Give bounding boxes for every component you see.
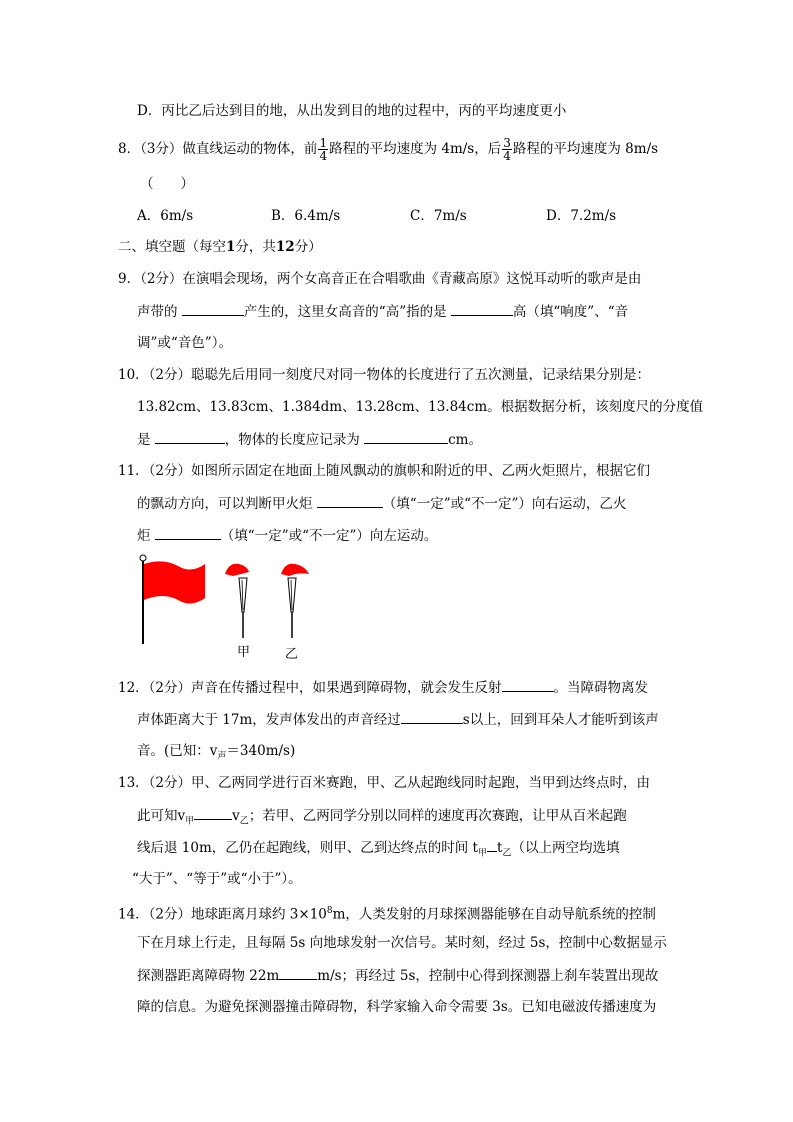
- q8-suffix: 路程的平均速度为 8m/s: [512, 141, 659, 157]
- q10-line-1: 10．（2分）聪聪先后用同一刻度尺对同一物体的长度进行了五次测量，记录结果分别是：: [118, 367, 651, 383]
- q8-option-a: A．6m/s: [137, 208, 194, 224]
- q13-line-3: 线后退 10m，乙仍在起跑线，则甲、乙到达终点的时间 $t_甲$ $t_乙$（以上两空均选填: [137, 837, 619, 857]
- q9-blank-1[interactable]: [182, 301, 244, 316]
- q13-blank-2[interactable]: [487, 837, 497, 852]
- q8-option-b: B．6.4m/s: [271, 208, 341, 224]
- q8-option-d: D．7.2m/s: [546, 208, 617, 224]
- torch-jia: [225, 564, 250, 660]
- q9-blank-2[interactable]: [451, 301, 513, 316]
- q10-blank-1[interactable]: [155, 429, 225, 444]
- label-jia: 甲: [237, 645, 251, 660]
- flag-pole-top: [140, 555, 146, 561]
- q12-blank-2[interactable]: [401, 709, 463, 724]
- q13-line-2: 此可知$v_甲$ $v_乙$；若甲、乙两同学分别以同样的速度再次赛跑，让甲从百米起跑: [137, 805, 627, 825]
- torch-yi: [281, 564, 309, 662]
- fraction-three-quarters: $\frac{3}{4}$: [503, 136, 511, 163]
- q13-line-1: 13．（2分）甲、乙两同学进行百米赛跑，甲、乙从起跑线同时起跑，当甲到达终点时，由: [118, 775, 651, 791]
- q8-option-c: C．7m/s: [410, 208, 467, 224]
- q11-blank-1[interactable]: [317, 493, 383, 508]
- q14-blank-1[interactable]: [279, 965, 317, 980]
- q13-line-4: “大于”、“等于”或“小于”）。: [132, 871, 302, 887]
- q8-answer-paren: （ ）: [140, 176, 194, 192]
- q11-figure: [133, 552, 333, 662]
- q12-line-2: 声体距离大于 17m，发声体发出的声音经过 s以上，回到耳朵人才能听到该声: [137, 709, 659, 729]
- q10-line-2: 13.82cm、13.83cm、1.384dm、13.28cm、13.84cm。根据数据分析，该刻度尺的分度值: [137, 399, 704, 415]
- q12-blank-1[interactable]: [502, 677, 554, 692]
- torch-jia-flame: [225, 564, 249, 576]
- flag: [140, 555, 205, 644]
- q14-line-2: 下在月球上行走，且每隔 5s 向地球发射一次信号。某时刻，经过 5s，控制中心数据显示: [137, 935, 667, 951]
- q12-line-3: 音。(已知：$v_声=340m/s$): [137, 743, 296, 762]
- q8-stem: [118, 135, 658, 163]
- q9-line-1: 9．（2分）在演唱会现场，两个女高音正在合唱歌曲《青藏高原》这悦耳动听的歌声是由: [118, 271, 642, 287]
- q10-line-3: 是 ，物体的长度应记录为 cm。: [137, 429, 482, 449]
- q7-option-d: D．丙比乙后达到目的地，从出发到目的地的过程中，丙的平均速度更小: [137, 103, 567, 119]
- q11-line-2: 的飘动方向，可以判断甲火炬 （填“一定”或“不一定”）向右运动，乙火: [137, 493, 626, 513]
- label-yi: 乙: [285, 647, 299, 662]
- q10-blank-2[interactable]: [364, 429, 448, 444]
- q14-line-3: 探测器距离障碍物 22m m/s；再经过 5s，控制中心得到探测器上刹车装置出现故: [137, 965, 658, 985]
- torch-yi-flame: [281, 564, 309, 576]
- q8-prefix: 8．（3分）做直线运动的物体，前: [118, 141, 318, 157]
- q9-line-3: 调”或“音色”）。: [137, 335, 232, 351]
- q14-line-4: 障的信息。为避免探测器撞击障碍物，科学家输入命令需要 3s。已知电磁波传播速度为: [137, 999, 657, 1015]
- q8-mid: 路程的平均速度为 4m/s，后: [329, 141, 502, 157]
- fraction-one-quarter: $\frac{1}{4}$: [319, 136, 328, 163]
- q9-line-2: 声带的 产生的，这里女高音的“高”指的是 高（填“响度”、“音: [137, 301, 628, 321]
- q14-line-1: 14．（2分）地球距离月球约 $3\times 10^8m$，人类发射的月球探测器能够在自动导航系统的控制: [118, 906, 656, 923]
- flag-cloth: [144, 561, 205, 603]
- q11-line-3: 炬 （填“一定”或“不一定”）向左运动。: [137, 525, 437, 545]
- section-title-fill-blank: 二、填空题（每空1分，共12分）: [118, 239, 322, 255]
- q11-blank-2[interactable]: [155, 525, 221, 540]
- q12-line-1: 12．（2分）声音在传播过程中，如果遇到障碍物，就会发生反射 。当障碍物离发: [118, 677, 648, 697]
- q11-line-1: 11．（2分）如图所示固定在地面上随风飘动的旗帜和附近的甲、乙两火炬照片，根据它们: [118, 463, 651, 479]
- q13-blank-1[interactable]: [194, 805, 232, 820]
